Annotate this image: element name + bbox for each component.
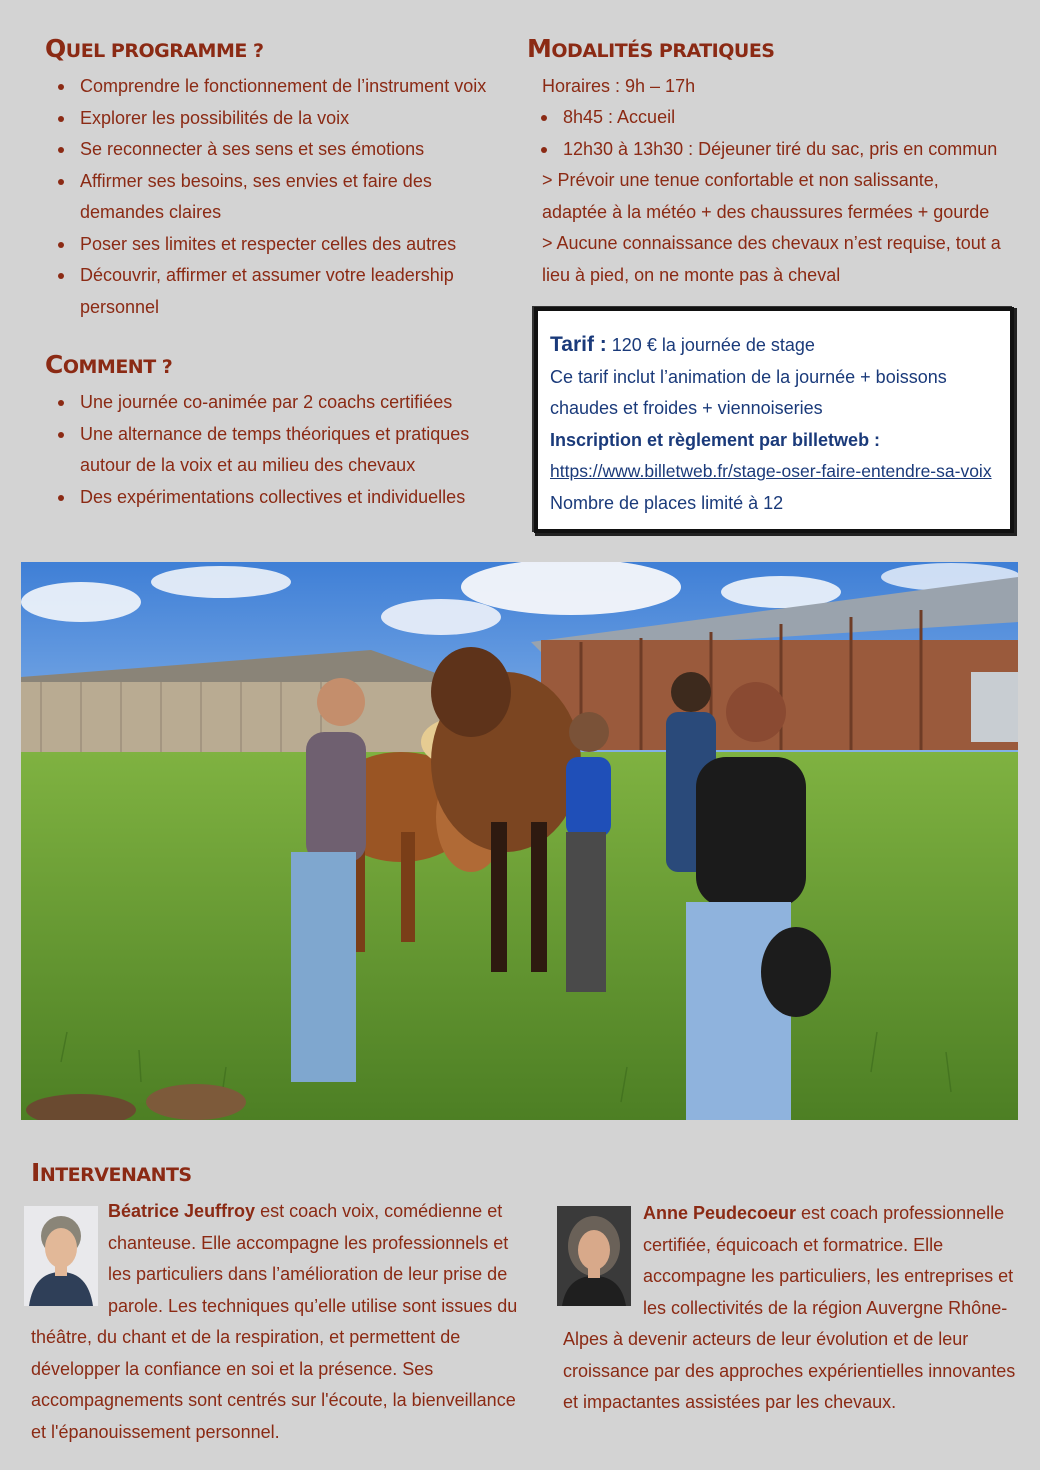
bio-line: certifiée, équicoach et formatrice. Elle — [643, 1234, 944, 1255]
list-item: Des expérimentations collectives et individuelles — [44, 482, 484, 514]
beatrice-name: Béatrice Jeuffroy — [108, 1201, 256, 1221]
programme-heading: QUEL PROGRAMME ? — [45, 34, 264, 63]
modalites-heading: MODALITÉS PRATIQUES — [527, 34, 775, 63]
tarif-label: Tarif : — [550, 333, 607, 356]
bio-line: accompagne les particuliers, les entreprises et — [643, 1266, 1014, 1286]
list-item: Une journée co-animée par 2 coachs certifiées — [44, 387, 484, 419]
billetweb-link[interactable]: https://www.billetweb.fr/stage-oser-faire-entendre-sa-voix — [550, 461, 992, 481]
anne-bio-top — [643, 1198, 1023, 1324]
intervenants-heading: INTERVENANTS — [31, 1158, 192, 1187]
comment-list — [44, 387, 484, 513]
tarif-inscription: Inscription et règlement par billetweb : — [550, 429, 881, 450]
beatrice-bio-top — [108, 1196, 528, 1322]
list-item: Se reconnecter à ses sens et ses émotions — [44, 134, 514, 166]
bio-line: développer la confiance en soi et la présence. Ses — [31, 1358, 434, 1379]
list-item: Explorer les possibilités de la voix — [44, 103, 514, 135]
bio-line: et impactantes assistées par les chevaux. — [563, 1392, 897, 1412]
list-item: Découvrir, affirmer et assumer votre leadership personnel — [44, 260, 514, 323]
tarif-price: 120 € la journée de stage — [606, 335, 815, 355]
tarif-box — [535, 308, 1013, 532]
anne-bio-bottom — [563, 1324, 1023, 1419]
tarif-line — [550, 329, 998, 362]
bio-line: Anne Peudecoeur est coach professionnelle — [643, 1203, 1005, 1223]
list-item: 12h30 à 13h30 : Déjeuner tiré du sac, pris en commun — [527, 134, 1017, 166]
comment-heading: COMMENT ? — [45, 350, 173, 379]
bio-line: les collectivités de la région Auvergne Rhône- — [643, 1297, 1008, 1318]
list-item: Une alternance de temps théoriques et pratiques autour de la voix et au milieu des chevaux — [44, 419, 484, 482]
list-item: Comprendre le fonctionnement de l’instrument voix — [44, 71, 514, 103]
bio-line: Béatrice Jeuffroy est coach voix, comédienne et — [108, 1201, 503, 1221]
list-item: Affirmer ses besoins, ses envies et faire des demandes claires — [44, 166, 514, 229]
modalites-horaires: Horaires : 9h – 17h — [542, 76, 696, 96]
bio-line: accompagnements sont centrés sur l'écoute, la bienveillance — [31, 1390, 516, 1410]
anne-name: Anne Peudecoeur — [643, 1203, 797, 1223]
beatrice-portrait — [24, 1206, 98, 1306]
anne-portrait — [557, 1206, 631, 1306]
list-item: Poser ses limites et respecter celles des autres — [44, 229, 514, 261]
bio-line: les particuliers dans l’amélioration de leur prise de — [108, 1264, 508, 1284]
bio-line: parole. Les techniques qu’elle utilise sont issues du — [108, 1295, 518, 1316]
tarif-includes: Ce tarif inclut l’animation de la journée + boissons chaudes et froides + viennoiseries — [550, 366, 947, 418]
tarif-places: Nombre de places limité à 12 — [550, 492, 784, 513]
horses-group-photo — [21, 562, 1018, 1120]
programme-list — [44, 71, 514, 323]
modalites-list — [527, 102, 1017, 165]
bio-line: Alpes à devenir acteurs de leur évolution et de leur — [563, 1329, 969, 1349]
list-item: 8h45 : Accueil — [527, 102, 1017, 134]
modalites-note-chevaux: > Aucune connaissance des chevaux n’est requise, tout a lieu à pied, on ne monte pas à cheval — [542, 233, 1001, 285]
bio-line: théâtre, du chant et de la respiration, et permettent de — [31, 1327, 461, 1347]
bio-line: et l'épanouissement personnel. — [31, 1421, 280, 1442]
modalites-note-tenue: > Prévoir une tenue confortable et non salissante, adaptée à la météo + des chaussures fermées + gourde — [542, 170, 990, 222]
beatrice-bio-bottom — [31, 1322, 531, 1448]
bio-line: chanteuse. Elle accompagne les professionnels et — [108, 1232, 509, 1253]
bio-line: croissance par des approches expérientielles innovantes — [563, 1360, 1016, 1381]
